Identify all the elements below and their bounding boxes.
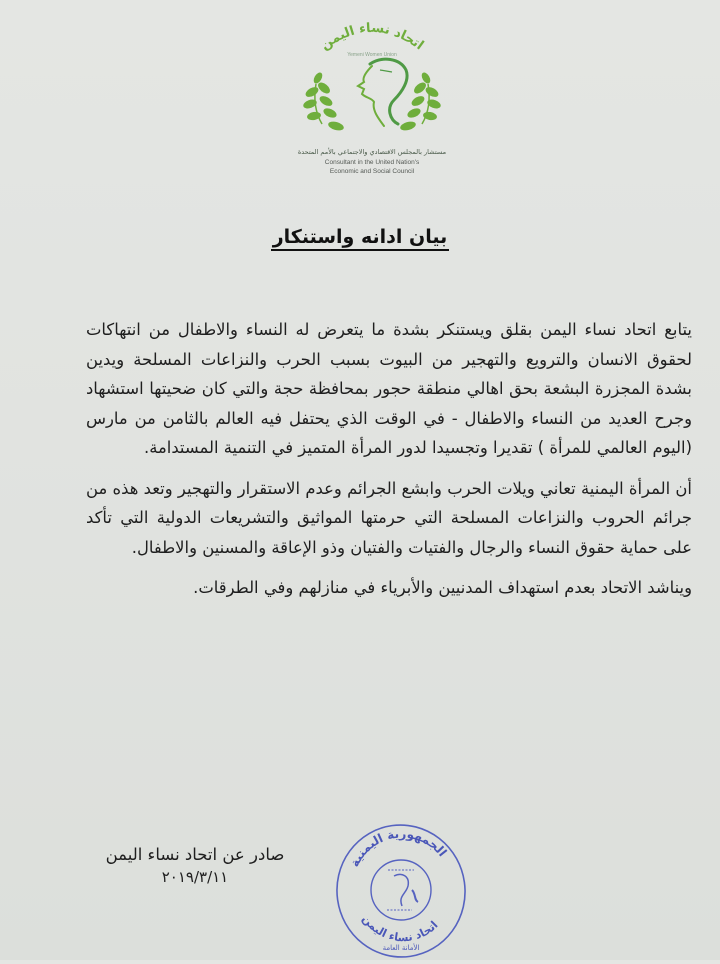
official-seal-icon	[332, 818, 470, 960]
signature-block	[95, 845, 295, 886]
statement-body	[86, 315, 692, 603]
paragraph-1: يتابع اتحاد نساء اليمن بقلق ويستنكر بشدة ما يتعرض له النساء والاطفال من انتهاكات لحقوق الانسان والترويع والتهجير من البيوت بسبب الحرب والنزاعات المسلحة ويدين بشدة المجزرة البشعة بحق اهالي منطقة حجور بمحافظة حجة والتي كان ضحيتها استشهاد وجرح العديد من النساء والاطفال - في الوقت الذي يحتفل فيه العالم بالثامن من مارس (اليوم العالمي للمرأة ) تقديرا وتجسيدا لدور المرأة المتميز في التنمية المستدامة.	[86, 320, 692, 457]
statement-title-text: بيان ادانه واستنكار	[271, 226, 450, 251]
paragraph-2: أن المرأة اليمنية تعاني ويلات الحرب وابشع الجرائم وعدم الاستقرار والتهجير وتعد هذه من جرائم الحروب والنزاعات المسلحة التي حرمتها المواثيق والتشريعات الدولية التي تأكد على حماية حقوق النساء والرجال والفتيات والفتيان وذو الإعاقة والمسنين والاطفال.	[86, 478, 692, 557]
issue-date: ٢٠١٩/٣/١١	[161, 868, 229, 886]
logo-consultative-arabic: مستشار بالمجلس الاقتصادي والاجتماعي بالأمم المتحدة	[297, 148, 447, 156]
logo-consultative-english-line2: Economic and Social Council	[329, 168, 415, 175]
statement-title	[0, 226, 720, 248]
paragraph-3: ويناشد الاتحاد بعدم استهداف المدنيين والأبرياء في منازلهم وفي الطرقات.	[193, 578, 692, 597]
seal-footer-text: الأمانة العامة	[382, 944, 420, 952]
logo-arabic-name: اتحاد نساء اليمن	[318, 20, 427, 54]
left-laurel	[302, 71, 345, 132]
seal-inner-text: اتحاد نساء اليمن	[359, 912, 441, 945]
issuer-text: صادر عن اتحاد نساء اليمن	[105, 845, 285, 864]
woman-profile-laurel-icon	[282, 12, 462, 147]
organization-logo	[282, 12, 462, 187]
logo-english-name: Yemeni Women Union	[347, 52, 397, 58]
official-seal	[332, 818, 470, 960]
logo-consultative-english-line1: Consultant in the United Nation's	[324, 159, 420, 166]
seal-outer-text: الجمهورية اليمنية	[347, 826, 450, 870]
